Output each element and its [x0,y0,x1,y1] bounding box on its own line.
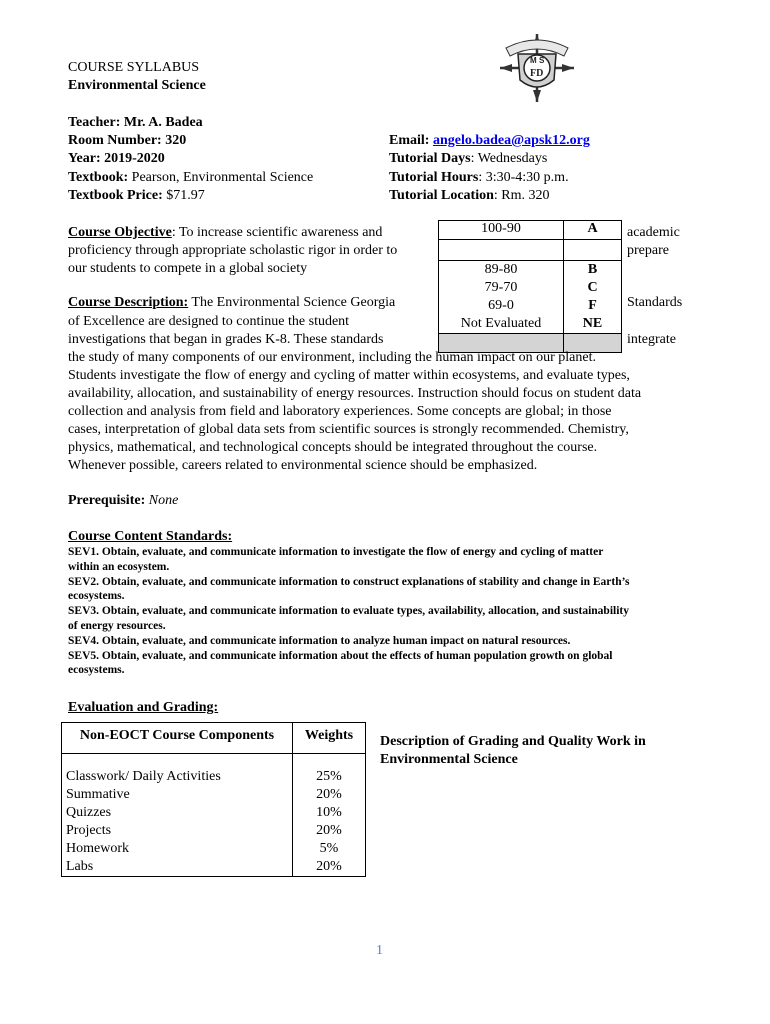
syllabus-label: COURSE SYLLABUS [68,60,200,75]
email-link[interactable]: angelo.badea@apsk12.org [432,133,590,148]
standard-line: ecosystems. [68,590,125,603]
content-standards-title: Course Content Standards: [68,529,233,544]
school-logo [494,32,580,104]
svg-text:S: S [539,56,545,65]
grade-letter: NE [564,315,622,334]
tutorial-location-value: : Rm. 320 [493,188,550,203]
prerequisite-value: None [145,493,179,508]
grade-letter: A [564,221,622,240]
weights-header-row [62,723,366,754]
grade-range [439,240,564,261]
standard-line: SEV4. Obtain, evaluate, and communicate information to analyze human impact on natural resources. [68,634,571,647]
school-year: Year: 2019-2020 [68,151,165,166]
description-line-10: Whenever possible, careers related to environmental science should be emphasized. [68,458,538,473]
table-row [62,804,366,822]
standard-line: SEV2. Obtain, evaluate, and communicate information to construct explanations of stability and change in Earth’s [68,575,630,588]
textbook-price-value: $71.97 [162,188,205,203]
objective-label: Course Objective [68,225,172,240]
component-name: Homework [62,840,293,858]
tutorial-hours-value: : 3:30-4:30 p.m. [478,170,569,185]
grading-description-line-1: Description of Grading and Quality Work in [380,734,646,749]
column-header-weights: Weights [293,723,366,754]
component-weight: 20% [293,822,366,840]
grade-letter [564,240,622,261]
standard-line: ecosystems. [68,664,125,677]
component-name: Labs [62,858,293,877]
standard-line: SEV3. Obtain, evaluate, and communicate information to evaluate types, availability, allocation, and sustainability [68,605,629,618]
grade-row [439,297,622,315]
tutorial-days-label: Tutorial Days [389,151,471,166]
table-row [62,786,366,804]
column-header-components: Non-EOCT Course Components [62,723,293,754]
grade-row [439,279,622,297]
grading-description-line-2: Environmental Science [380,752,518,767]
tutorial-hours-label: Tutorial Hours [389,170,479,185]
description-line-9: physics, mathematical, and technological concepts should be integrated throughout the course. [68,440,598,455]
textbook-price-label: Textbook Price: [68,188,163,203]
email-line [389,132,590,150]
standard-line: SEV5. Obtain, evaluate, and communicate information about the effects of human population growth on global [68,649,613,662]
description-label: Course Description: [68,295,189,310]
component-name: Quizzes [62,804,293,822]
school-crest-icon [494,32,580,104]
description-line-8: cases, interpretation of global data sets from scientific sources is strongly recommended. Chemistry, [68,422,629,437]
grade-letter: F [564,297,622,315]
description-text-1: The Environmental Science Georgia [188,295,396,310]
svg-text:FD: FD [530,68,544,79]
component-weight: 20% [293,858,366,877]
side-word-prepare: prepare [627,243,669,258]
grade-scale-table [438,220,622,353]
page-number: 1 [376,943,383,958]
description-line-5: Students investigate the flow of energy and cycling of matter within ecosystems, and evaluate types, [68,368,630,383]
weights-spacer-row [62,754,366,769]
standard-line: of energy resources. [68,619,166,632]
grade-letter: C [564,279,622,297]
textbook-price-line [68,187,205,205]
tutorial-days-value: : Wednesdays [470,151,548,166]
tutorial-hours-line [389,169,569,187]
weights-table [61,722,366,877]
objective-text-1: : To increase scientific awareness and [171,225,383,240]
description-line-2: of Excellence are designed to continue the student [68,314,350,329]
grade-letter: B [564,261,622,280]
course-title: Environmental Science [68,78,206,93]
grade-row [439,240,622,261]
teacher-name: Teacher: Mr. A. Badea [68,115,203,130]
objective-line-1 [68,224,382,242]
table-row [62,858,366,877]
evaluation-title: Evaluation and Grading: [68,700,219,715]
component-name: Classwork/ Daily Activities [62,768,293,786]
table-row [62,840,366,858]
textbook-label: Textbook: [68,170,129,185]
description-line-3: investigations that began in grades K-8. These standards [68,332,384,347]
prerequisite-label: Prerequisite: [68,493,146,508]
standard-line: SEV1. Obtain, evaluate, and communicate information to investigate the flow of energy and cycling of matter [68,546,604,558]
tutorial-days-line [389,150,547,168]
table-row [62,768,366,786]
table-row [62,822,366,840]
description-line-4: the study of many components of our environment, including the human impact on our planet. [68,350,597,365]
grade-range: Not Evaluated [439,315,564,334]
component-weight: 20% [293,786,366,804]
content-standards-list [68,545,708,678]
component-name: Summative [62,786,293,804]
objective-line-3: our students to compete in a global society [68,261,308,276]
textbook-value: Pearson, Environmental Science [128,170,314,185]
component-weight: 25% [293,768,366,786]
grade-range: 100-90 [439,221,564,240]
room-number: Room Number: 320 [68,133,187,148]
prerequisite-line [68,492,178,510]
description-line-7: collection and analysis from field and laboratory experiences. Some concepts are global; in those [68,404,612,419]
description-line-1 [68,294,395,312]
grade-row [439,221,622,240]
standard-line: within an ecosystem. [68,560,170,573]
description-line-6: availability, allocation, and sustainability of energy resources. Instruction should focus on student data [68,386,642,401]
grade-range: 89-80 [439,261,564,280]
svg-text:M: M [530,56,537,65]
grade-row [439,261,622,280]
tutorial-location-label: Tutorial Location [389,188,494,203]
email-label: Email: [389,133,433,148]
grade-range: 79-70 [439,279,564,297]
tutorial-location-line [389,187,550,205]
textbook-line [68,169,313,187]
component-weight: 10% [293,804,366,822]
component-weight: 5% [293,840,366,858]
side-word-academic: academic [627,225,680,240]
grade-row [439,315,622,334]
grade-range: 69-0 [439,297,564,315]
objective-line-2: proficiency through appropriate scholastic rigor in order to [68,243,398,258]
side-word-integrate: integrate [627,332,676,347]
component-name: Projects [62,822,293,840]
side-word-standards: Standards [627,295,683,310]
